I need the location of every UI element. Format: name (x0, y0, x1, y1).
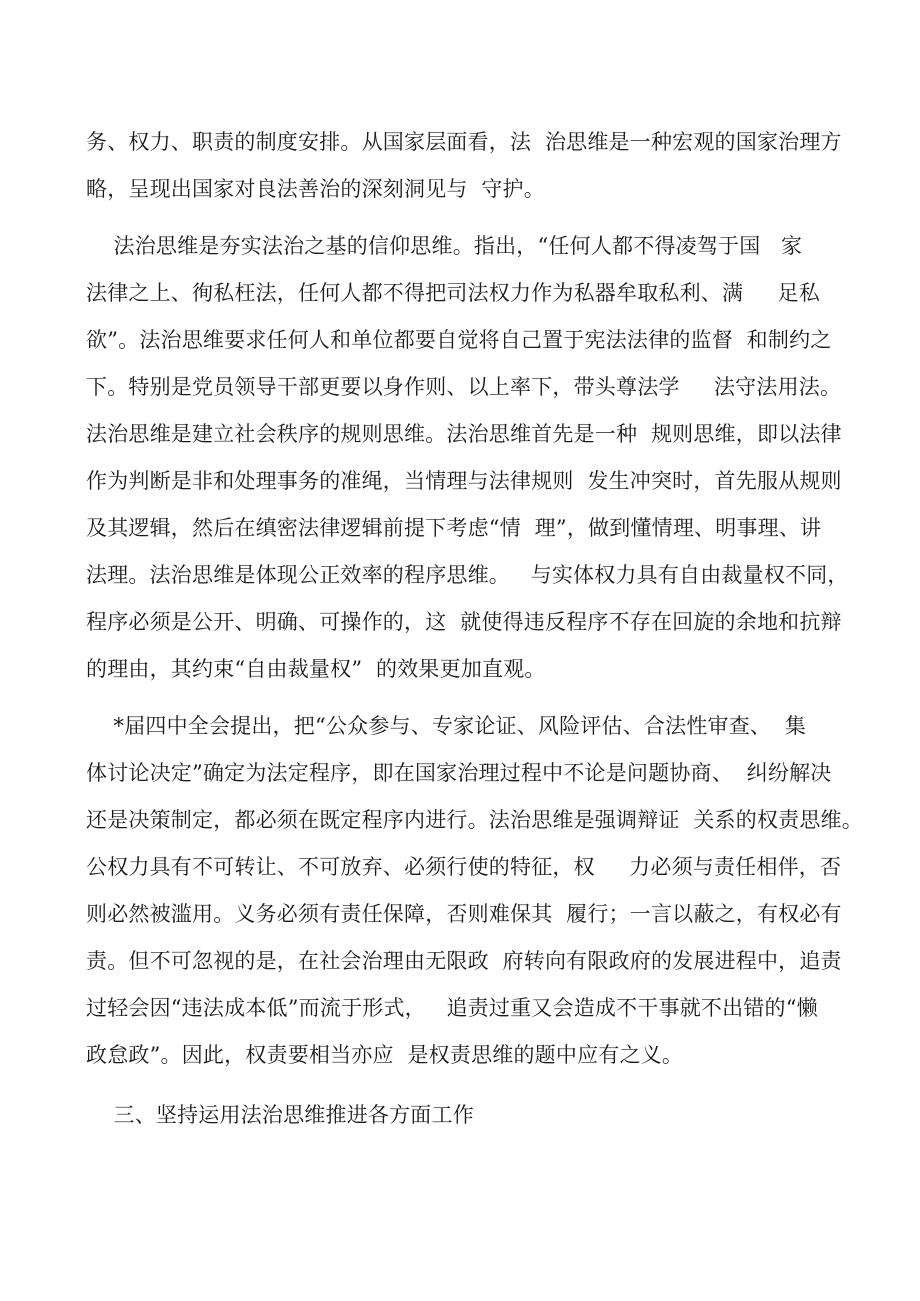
text-line: *届四中全会提出，把“公众参与、专家论证、风险评估、合法性审查、 集 (86, 714, 807, 738)
text-line: 则必然被滥用。义务必须有责任保障，否则难保其 履行；一言以蔽之，有权必有 (86, 902, 842, 926)
text-line: 欲”。法治思维要求任何人和单位都要自觉将自己置于宪法法律的监督 和制约之 (86, 328, 832, 352)
text-line: 法理。法治思维是体现公正效率的程序思维。 与实体权力具有自由裁量权不同， (86, 563, 849, 587)
section-heading: 三、坚持运用法治思维推进各方面工作 (86, 1103, 474, 1127)
text-line: 公权力具有不可转让、不可放弃、必须行使的特征，权 力必须与责任相伴，否 (86, 855, 842, 879)
text-line: 政怠政”。因此，权责要相当亦应 是权责思维的题中应有之义。 (86, 1043, 684, 1067)
text-line: 略，呈现出国家对良法善治的深刻洞见与 守护。 (86, 177, 545, 201)
text-line: 法律之上、徇私枉法，任何人都不得把司法权力作为私器牟取私利、满 足私 (86, 281, 820, 305)
text-line: 及其逻辑，然后在缜密法律逻辑前提下考虑“情 理”，做到懂情理、明事理、讲 (86, 516, 822, 540)
text-line: 下。特别是党员领导干部更要以身作则、以上率下，带头尊法学 法守法用法。 (86, 375, 842, 399)
text-line: 法治思维是建立社会秩序的规则思维。法治思维首先是一种 规则思维，即以法律 (86, 422, 842, 446)
text-line: 过轻会因“违法成本低”而流于形式， 追责过重又会造成不干事就不出错的“懒 (86, 996, 818, 1020)
text-line: 还是决策制定，都必须在既定程序内进行。法治思维是强调辩证 关系的权责思维。 (86, 808, 863, 832)
text-line: 体讨论决定”确定为法定程序，即在国家治理过程中不论是问题协商、 纠纷解决 (86, 761, 832, 785)
text-line: 程序必须是公开、明确、可操作的，这 就使得违反程序不存在回旋的余地和抗辩 (86, 610, 842, 634)
text-line: 务、权力、职责的制度安排。从国家层面看，法 治思维是一种宏观的国家治理方 (86, 130, 842, 154)
text-line: 作为判断是非和处理事务的准绳，当情理与法律规则 发生冲突时，首先服从规则 (86, 469, 842, 493)
text-line: 的理由，其约束“自由裁量权” 的效果更加直观。 (86, 657, 546, 681)
text-line: 法治思维是夯实法治之基的信仰思维。指出，“任何人都不得凌驾于国 家 (86, 234, 803, 258)
text-line: 责。但不可忽视的是，在社会治理由无限政 府转向有限政府的发展进程中，追责 (86, 949, 842, 973)
